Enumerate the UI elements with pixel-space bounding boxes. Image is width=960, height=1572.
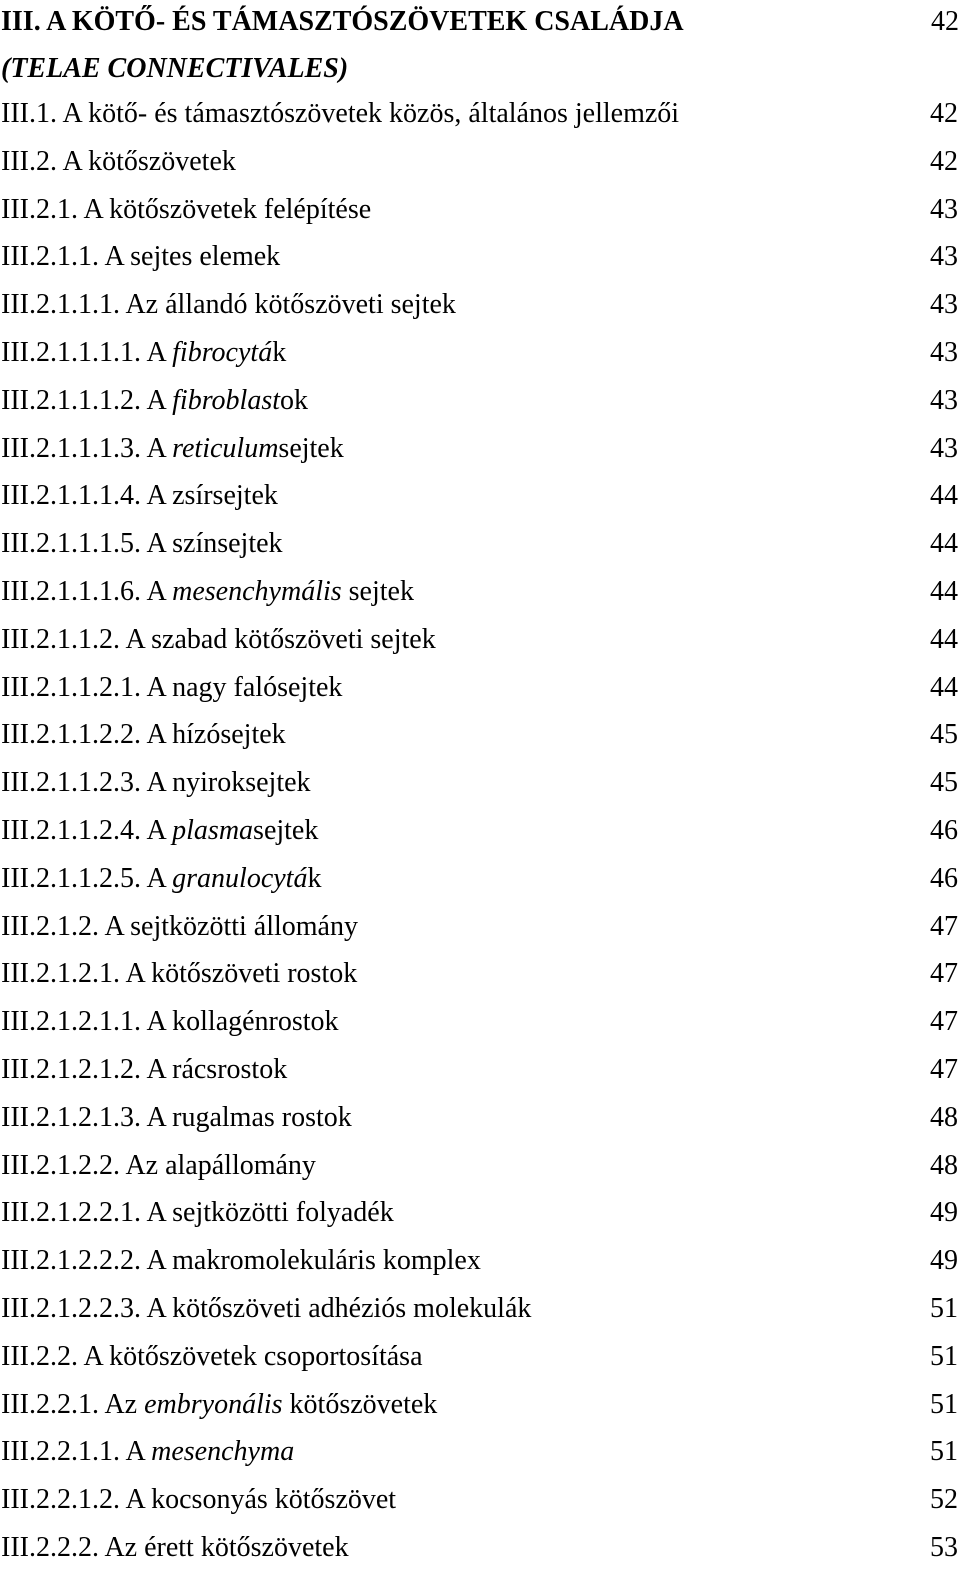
toc-entry-title [146,1006,338,1037]
toc-entry-number: III.2.2.1.1. [1,1436,120,1468]
toc-entry-number: III.2.1.1.1.3. [1,432,141,464]
toc-entry[interactable] [0,568,960,616]
toc-entry[interactable] [0,329,960,377]
toc-entry-page-number: 44 [930,575,958,607]
toc-entry-title [146,1102,351,1133]
toc-entry-number: III.2. [1,145,57,177]
toc-entry[interactable] [0,186,960,234]
toc-entry-title-part: sejtek [278,432,344,464]
toc-entry-line [1,329,286,377]
toc-entry-number: III.2.1.2.2.1. [1,1197,141,1229]
toc-entry-page-number: 45 [930,719,958,751]
toc-entry-title [146,480,277,511]
toc-entry-line [1,1094,352,1142]
toc-entry-title-part: fibroblast [172,384,281,416]
toc-entry-line [1,1428,294,1476]
toc-entry-page-number: 48 [930,1149,958,1181]
toc-entry-line [1,472,278,520]
toc-entry-page-number: 45 [930,767,958,799]
toc-entry-title [83,1341,422,1372]
toc-entry[interactable] [0,138,960,186]
toc-entry-number: III.2.1.2.1. [1,958,120,990]
toc-entry-title-part: Az érett kötőszövetek [104,1531,349,1563]
toc-entry-title [146,1054,287,1085]
toc-entry[interactable] [0,616,960,664]
toc-entry-number: III.2.2.2. [1,1531,99,1563]
toc-entry-number: III.2.1.1.1.6. [1,575,141,607]
toc-entry[interactable] [0,1094,960,1142]
toc-entry-number: III.2.2.1.2. [1,1484,120,1516]
toc-entry-line [1,664,342,712]
toc-entry-page-number: 48 [930,1101,958,1133]
toc-entry-title [146,433,343,464]
toc-entry[interactable] [0,1333,960,1381]
toc-entry-number: III.2.1.1.1. [1,289,120,321]
toc-entry[interactable] [0,1046,960,1094]
toc-entry-page-number: 53 [930,1531,958,1563]
toc-entry-line [1,1381,437,1429]
toc-entry-line [1,855,321,903]
toc-entry-page-number: 47 [930,910,958,942]
toc-entry-line [1,138,236,186]
toc-entry[interactable] [0,1428,960,1476]
toc-entry-number: III.2.2.1. [1,1388,99,1420]
toc-entry-line [1,950,357,998]
toc-entry[interactable] [0,998,960,1046]
toc-entry-title-part: ok [280,384,309,416]
toc-entry-title [146,1197,393,1228]
toc-entry-page-number: 44 [930,528,958,560]
toc-entry-title-part: A [125,1436,152,1468]
toc-entry-title-part: A hízósejtek [146,719,286,751]
toc-entry-line [1,998,339,1046]
toc-entry-number: III.2.1.1.2.4. [1,814,141,846]
toc-entry-page-number: 51 [930,1292,958,1324]
toc-entry-page-number: 47 [930,1053,958,1085]
toc-entry-title-part: A kocsonyás kötőszövet [125,1484,397,1516]
toc-entry-title [146,719,285,750]
toc-entry-page-number: 44 [930,671,958,703]
toc-entry[interactable] [0,90,960,138]
toc-entry-number: III.2.1.1.1.5. [1,528,141,560]
toc-entry-line [1,1333,423,1381]
toc-entry-page-number: 44 [930,623,958,655]
toc-entry-line [1,233,280,281]
toc-entry-title-part: Az alapállomány [125,1149,316,1181]
toc-entry-line [1,520,283,568]
toc-entry-number: III.2.1.1.2.1. [1,671,141,703]
toc-entry[interactable] [0,1237,960,1285]
toc-entry[interactable] [0,903,960,951]
toc-entry[interactable] [0,520,960,568]
toc-entry[interactable] [0,1524,960,1572]
toc-entry-title [146,1245,480,1276]
toc-entry-title [146,815,318,846]
toc-entry-title-part: A kötőszövetek csoportosítása [83,1340,423,1372]
toc-entry-page-number: 49 [930,1245,958,1277]
toc-entry-number: III.2.1.1.2.3. [1,767,141,799]
toc-entry-title-part: A kötőszöveti rostok [125,958,358,990]
toc-entry-number: III.2.1.1.2. [1,623,120,655]
toc-entry-title-part: A kollagénrostok [146,1006,339,1038]
toc-entry-title-part: A sejtes elemek [104,241,281,273]
toc-entry-title-part: A színsejtek [146,528,283,560]
toc-entry-title [146,576,414,607]
toc-entry-line [1,903,358,951]
toc-entry-title-part: k [272,336,287,368]
toc-entry-title [146,337,286,368]
toc-entry-title-part: A nagy falósejtek [146,671,343,703]
toc-entry-line [1,90,679,138]
toc-entry-line [1,616,436,664]
toc-entry[interactable] [0,664,960,712]
toc-entry-page-number: 47 [930,1006,958,1038]
toc-entry-line [1,568,414,616]
toc-entry-page-number: 43 [930,384,958,416]
toc-entry-title [125,1484,396,1515]
toc-entry[interactable] [0,472,960,520]
toc-entry-page-number: 51 [930,1436,958,1468]
toc-entry-title [125,289,455,320]
chapter-subtitle: (TELAE CONNECTIVALES) [1,53,349,84]
toc-entry-title-part: sejtek [341,575,414,607]
toc-entry-page-number: 42 [930,98,958,129]
toc-entry-number: III.2.1. [1,193,78,225]
toc-entry-title [146,528,282,559]
toc-entry[interactable] [0,711,960,759]
toc-entry-title-part: A nyiroksejtek [146,767,311,799]
toc-entry-line [1,1046,287,1094]
toc-entry-page-number: 49 [930,1197,958,1229]
toc-entry[interactable] [0,1285,960,1333]
toc-entry-number: III.2.1.2.2.3. [1,1292,141,1324]
toc-entry-page-number: 43 [930,432,958,464]
toc-entry-title-part: A kötőszövetek [62,145,236,177]
toc-entry-page-number: 47 [930,958,958,990]
toc-entry-line [1,281,456,329]
toc-entry-number: III.2.1.2.1.3. [1,1101,141,1133]
toc-entry-title [146,767,310,798]
toc-entry-number: III.1. [1,98,57,129]
toc-entry-page-number: 46 [930,814,958,846]
toc-entry[interactable] [0,425,960,473]
toc-entry-number: III.2.1.1.2.5. [1,862,141,894]
toc-entry-title-part: mesenchyma [151,1436,295,1468]
toc-entry-title-part: A kötőszöveti adhéziós molekulák [146,1292,532,1324]
toc-entry-title-part: A sejtközötti folyadék [146,1197,394,1229]
toc-entry[interactable] [0,807,960,855]
toc-entry-title [125,624,435,655]
toc-entry-line [1,1189,394,1237]
toc-entry-page-number: 52 [930,1484,958,1516]
toc-entry-list [0,90,960,1572]
toc-entry-line [1,1524,349,1572]
toc-entry-title [146,1293,531,1324]
toc-entry[interactable] [0,1142,960,1190]
toc-entry[interactable] [0,281,960,329]
toc-entry-number: III.2.2. [1,1340,78,1372]
toc-entry-title-part: mesenchymális [172,575,342,607]
toc-entry-title-part: reticulum [172,432,279,464]
toc-entry-title-part: A [146,814,173,846]
toc-entry-title-part: A rugalmas rostok [146,1101,352,1133]
toc-entry[interactable] [0,1381,960,1429]
toc-entry-title [104,1532,348,1563]
toc-entry-number: III.2.1.1.1.2. [1,384,141,416]
toc-entry-page-number: 51 [930,1340,958,1372]
toc-entry-title [104,241,280,272]
toc-entry-line [1,1142,316,1190]
toc-entry-title [125,1436,294,1467]
toc-entry-title-part: Az állandó kötőszöveti sejtek [125,289,456,321]
toc-entry-title-part: A szabad kötőszöveti sejtek [125,623,436,655]
toc-entry-title-part: A [146,384,173,416]
toc-entry-title-part: A [146,862,173,894]
toc-entry-page-number: 43 [930,193,958,225]
toc-entry-title [125,1150,315,1181]
toc-entry-page-number: 42 [930,145,958,177]
chapter-title: III. A KÖTŐ- ÉS TÁMASZTÓSZÖVETEK CSALÁDJA [1,6,684,37]
toc-entry-title-part: plasma [172,814,254,846]
toc-entry-number: III.2.1.2.2.2. [1,1245,141,1277]
toc-entry-number: III.2.1.1.1.4. [1,480,141,512]
toc-entry-title-part: A kötő- és támasztószövetek közös, általános jellemzői [62,98,680,129]
toc-entry-page-number: 43 [930,241,958,273]
toc-entry-page-number: 43 [930,336,958,368]
toc-entry-title [104,1389,437,1420]
toc-entry[interactable] [0,1476,960,1524]
toc-entry-number: III.2.1.2.1.2. [1,1053,141,1085]
toc-entry-number: III.2.1.2.2. [1,1149,120,1181]
toc-entry-title-part: k [307,862,322,894]
toc-entry-title [83,194,371,225]
toc-entry-line [1,711,286,759]
toc-entry-title-part: A kötőszövetek felépítése [83,193,372,225]
toc-entry-page-number: 46 [930,862,958,894]
toc-entry-title-part: A [146,432,173,464]
toc-entry-line [1,186,371,234]
toc-entry-title-part: kötőszövetek [282,1388,438,1420]
toc-entry-number: III.2.1.1.1.1. [1,336,141,368]
toc-entry-title [62,98,679,129]
toc-entry-title-part: A [146,575,173,607]
toc-entry-line [1,1285,531,1333]
toc-entry-number: III.2.1.1. [1,241,99,273]
toc-entry-title-part: granulocytá [172,862,308,894]
toc-entry-page-number: 51 [930,1388,958,1420]
toc-entry-title [62,146,235,177]
toc-entry-title-part: Az [104,1388,145,1420]
toc-entry[interactable] [0,233,960,281]
toc-entry-title-part: A zsírsejtek [146,480,278,512]
toc-entry-title-part: A rácsrostok [146,1053,288,1085]
toc-entry-title-part: fibrocytá [172,336,273,368]
toc-entry-title-part: embryonális [144,1388,283,1420]
toc-entry-number: III.2.1.2.1.1. [1,1006,141,1038]
toc-entry[interactable] [0,950,960,998]
toc-entry-title [146,863,321,894]
toc-entry-title-part: A [146,336,173,368]
toc-entry-title-part: A sejtközötti állomány [104,910,358,942]
toc-entry-line [1,807,318,855]
toc-entry[interactable] [0,377,960,425]
toc-entry-title [146,672,342,703]
toc-entry-line [1,759,311,807]
toc-entry-number: III.2.1.1.2.2. [1,719,141,751]
toc-entry[interactable] [0,759,960,807]
toc-entry[interactable] [0,1189,960,1237]
toc-entry-title [125,958,357,989]
toc-entry-line [1,1476,396,1524]
toc-entry-line [1,377,308,425]
toc-entry-page-number: 44 [930,480,958,512]
toc-entry-title [146,385,308,416]
toc-entry[interactable] [0,855,960,903]
toc-entry-title-part: sejtek [253,814,319,846]
toc-entry-title [104,911,358,942]
toc-entry-line [1,1237,481,1285]
toc-entry-title-part: A makromolekuláris komplex [146,1245,481,1277]
chapter-page-number: 42 [931,6,959,37]
toc-entry-line [1,425,344,473]
toc-entry-page-number: 43 [930,289,958,321]
toc-entry-number: III.2.1.2. [1,910,99,942]
